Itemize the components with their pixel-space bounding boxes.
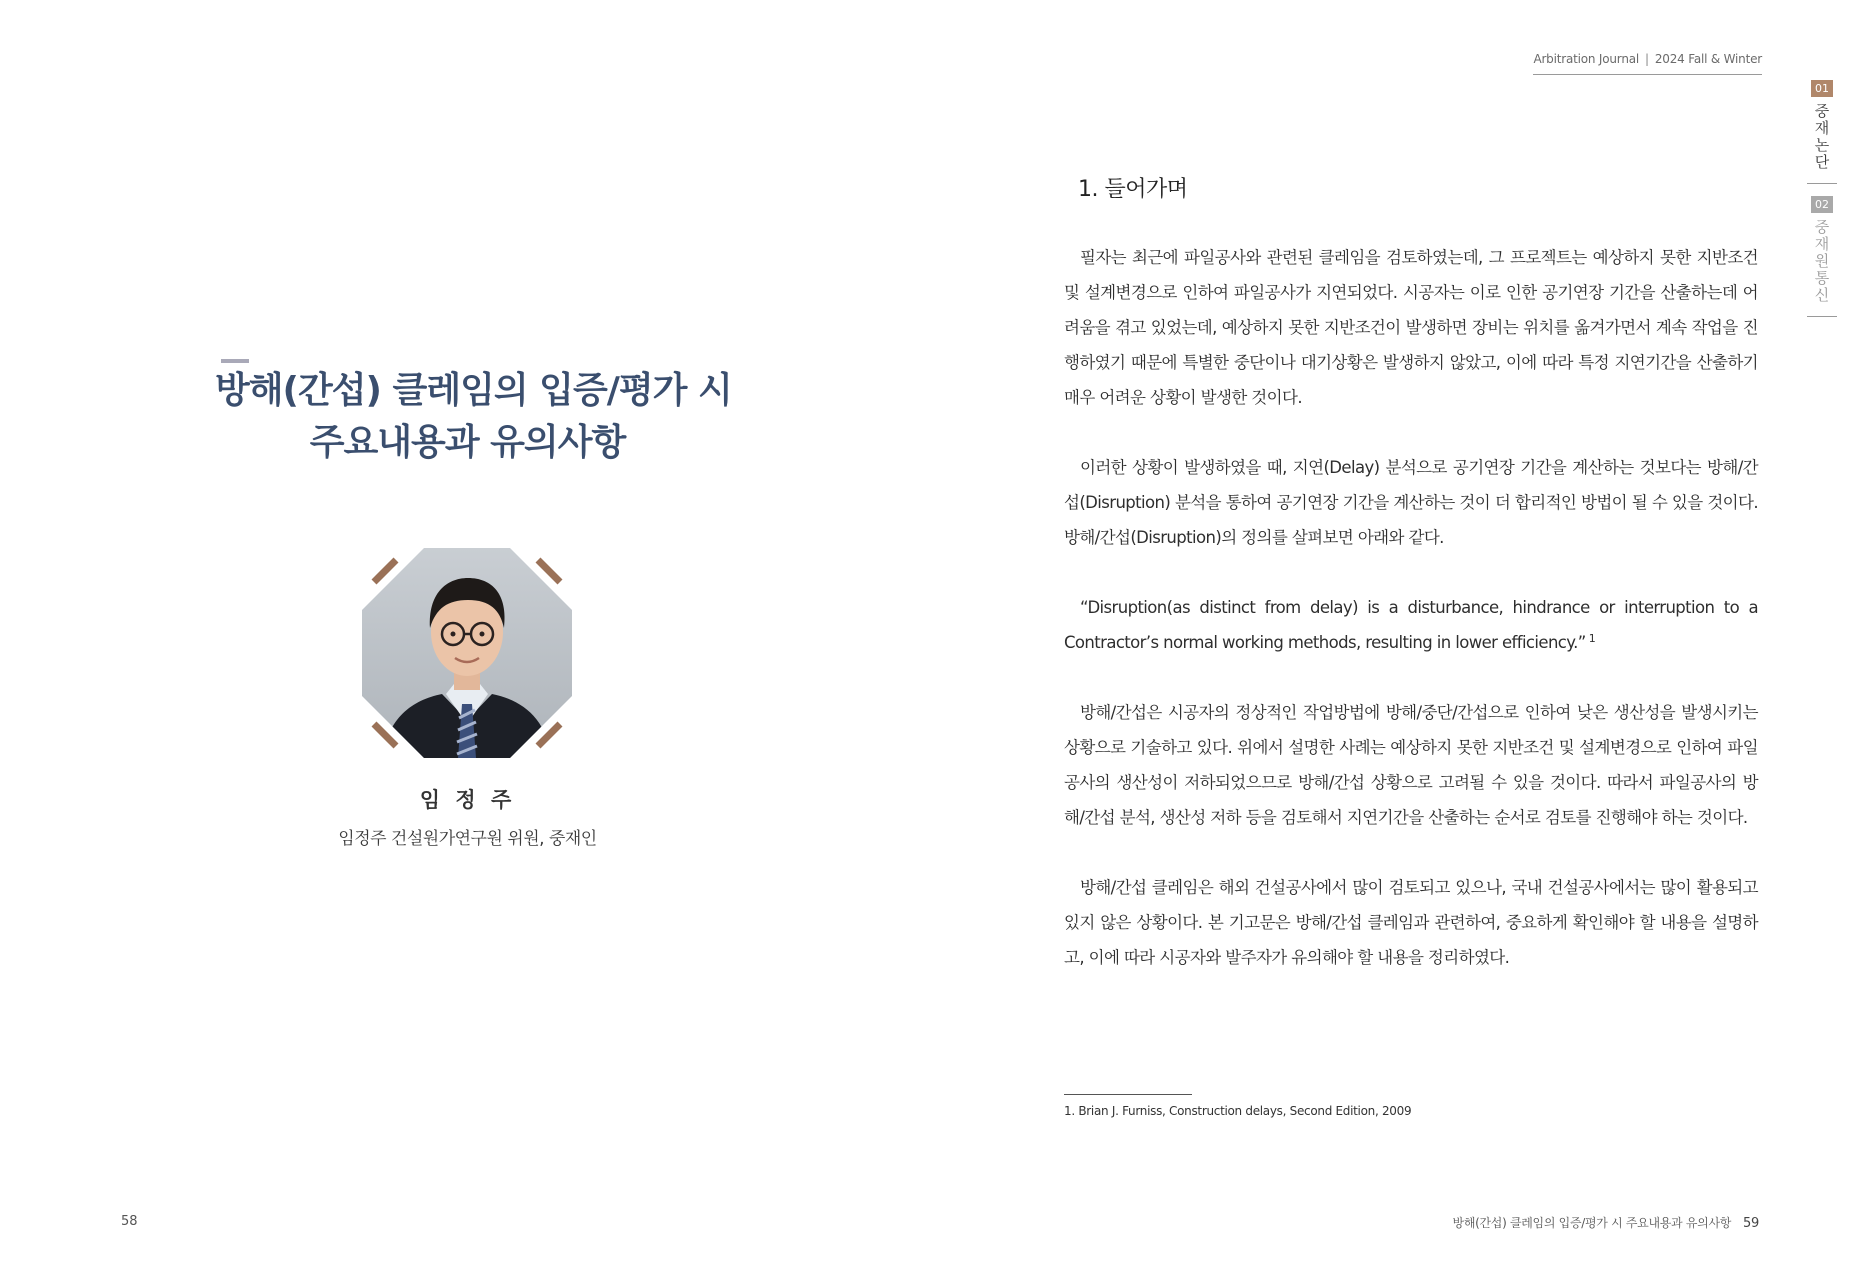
tab-divider (1807, 316, 1837, 317)
paragraph: 이러한 상황이 발생하였을 때, 지연(Delay) 분석으로 공기연장 기간을 계산하는 것보다는 방해/간섭(Disruption) 분석을 통하여 공기연장 기간을 계산하는 것이 더 합리적인 방법이 될 수 있을 것이다. 방해/간섭(Disruption)의 정의를 살펴보면 아래와 같다. (1064, 458, 1758, 547)
author-name: 임 정 주 (419, 788, 516, 812)
tab-arbitration-news[interactable] (1807, 196, 1837, 312)
quote-paragraph (1064, 590, 1758, 660)
running-footer (1453, 1214, 1759, 1231)
page-number-right: 59 (1743, 1216, 1759, 1231)
title-line-1: 방해(간섭) 클레임의 입증/평가 시 (215, 370, 732, 411)
tab-arbitration-forum[interactable] (1807, 80, 1837, 179)
page-number-left: 58 (121, 1214, 138, 1229)
paragraph: 방해/간섭은 시공자의 정상적인 작업방법에 방해/중단/간섭으로 인하여 낮은 생산성을 발생시키는 상황으로 기술하고 있다. 위에서 설명한 사례는 예상하지 못한 지반조건 및 설계변경으로 인하여 파일공사의 생산성이 저하되었으므로 방해/간섭 상황으로 고려될 수 있을 것이다. 따라서 파일공사의 방해/간섭 분석, 생산성 저하 등을 검토해서 지연기간을 산출하는 순서로 검토를 진행해야 하는 것이다. (1064, 703, 1758, 827)
paragraph: 방해/간섭 클레임은 해외 건설공사에서 많이 검토되고 있으나, 국내 건설공사에서는 많이 활용되고 있지 않은 상황이다. 본 기고문은 방해/간섭 클레임과 관련하여, 중요하게 확인해야 할 내용을 설명하고, 이에 따라 시공자와 발주자가 유의해야 할 내용을 정리하였다. (1064, 878, 1758, 967)
header-separator: | (1645, 52, 1649, 66)
tab-divider (1807, 183, 1837, 184)
tab-number: 02 (1811, 196, 1833, 213)
article-title (215, 365, 732, 469)
article-body (1064, 240, 1758, 1010)
footer-title: 방해(간섭) 클레임의 입증/평가 시 주요내용과 유의사항 (1452, 1216, 1732, 1230)
title-accent-bar (221, 359, 249, 363)
footnote-marker[interactable]: 1 (1588, 631, 1596, 645)
author-portrait (362, 548, 572, 758)
section-tabs (1807, 80, 1837, 329)
section-heading: 1. 들어가며 (1078, 177, 1188, 202)
title-line-2: 주요내용과 유의사항 (309, 422, 626, 463)
footnote-divider (1064, 1094, 1192, 1095)
quote-text: “Disruption(as distinct from delay) is a disturbance, hindrance or interruption to a Contractor’s normal working methods, resulting in lower efficiency.” (1064, 598, 1758, 652)
tab-label: 중재원통신 (1814, 218, 1830, 304)
issue-label: 2024 Fall & Winter (1654, 52, 1762, 66)
footnote: 1. Brian J. Furniss, Construction delays, Second Edition, 2009 (1064, 1104, 1412, 1118)
journal-name: Arbitration Journal (1533, 52, 1640, 66)
author-photo-icon (362, 548, 572, 758)
author-affiliation: 임정주 건설원가연구원 위원, 중재인 (338, 829, 597, 849)
tab-label: 중재논단 (1814, 102, 1830, 171)
tab-number: 01 (1811, 80, 1833, 97)
paragraph: 필자는 최근에 파일공사와 관련된 클레임을 검토하였는데, 그 프로젝트는 예상하지 못한 지반조건 및 설계변경으로 인하여 파일공사가 지연되었다. 시공자는 이로 인한 공기연장 기간을 산출하는데 어려움을 겪고 있었는데, 예상하지 못한 지반조건이 발생하면 장비는 위치를 옮겨가면서 계속 작업을 진행하였기 때문에 특별한 중단이나 대기상황은 발생하지 않았고, 이에 따라 특정 지연기간을 산출하기 매우 어려운 상황이 발생한 것이다. (1064, 248, 1758, 407)
running-header (1533, 52, 1762, 75)
